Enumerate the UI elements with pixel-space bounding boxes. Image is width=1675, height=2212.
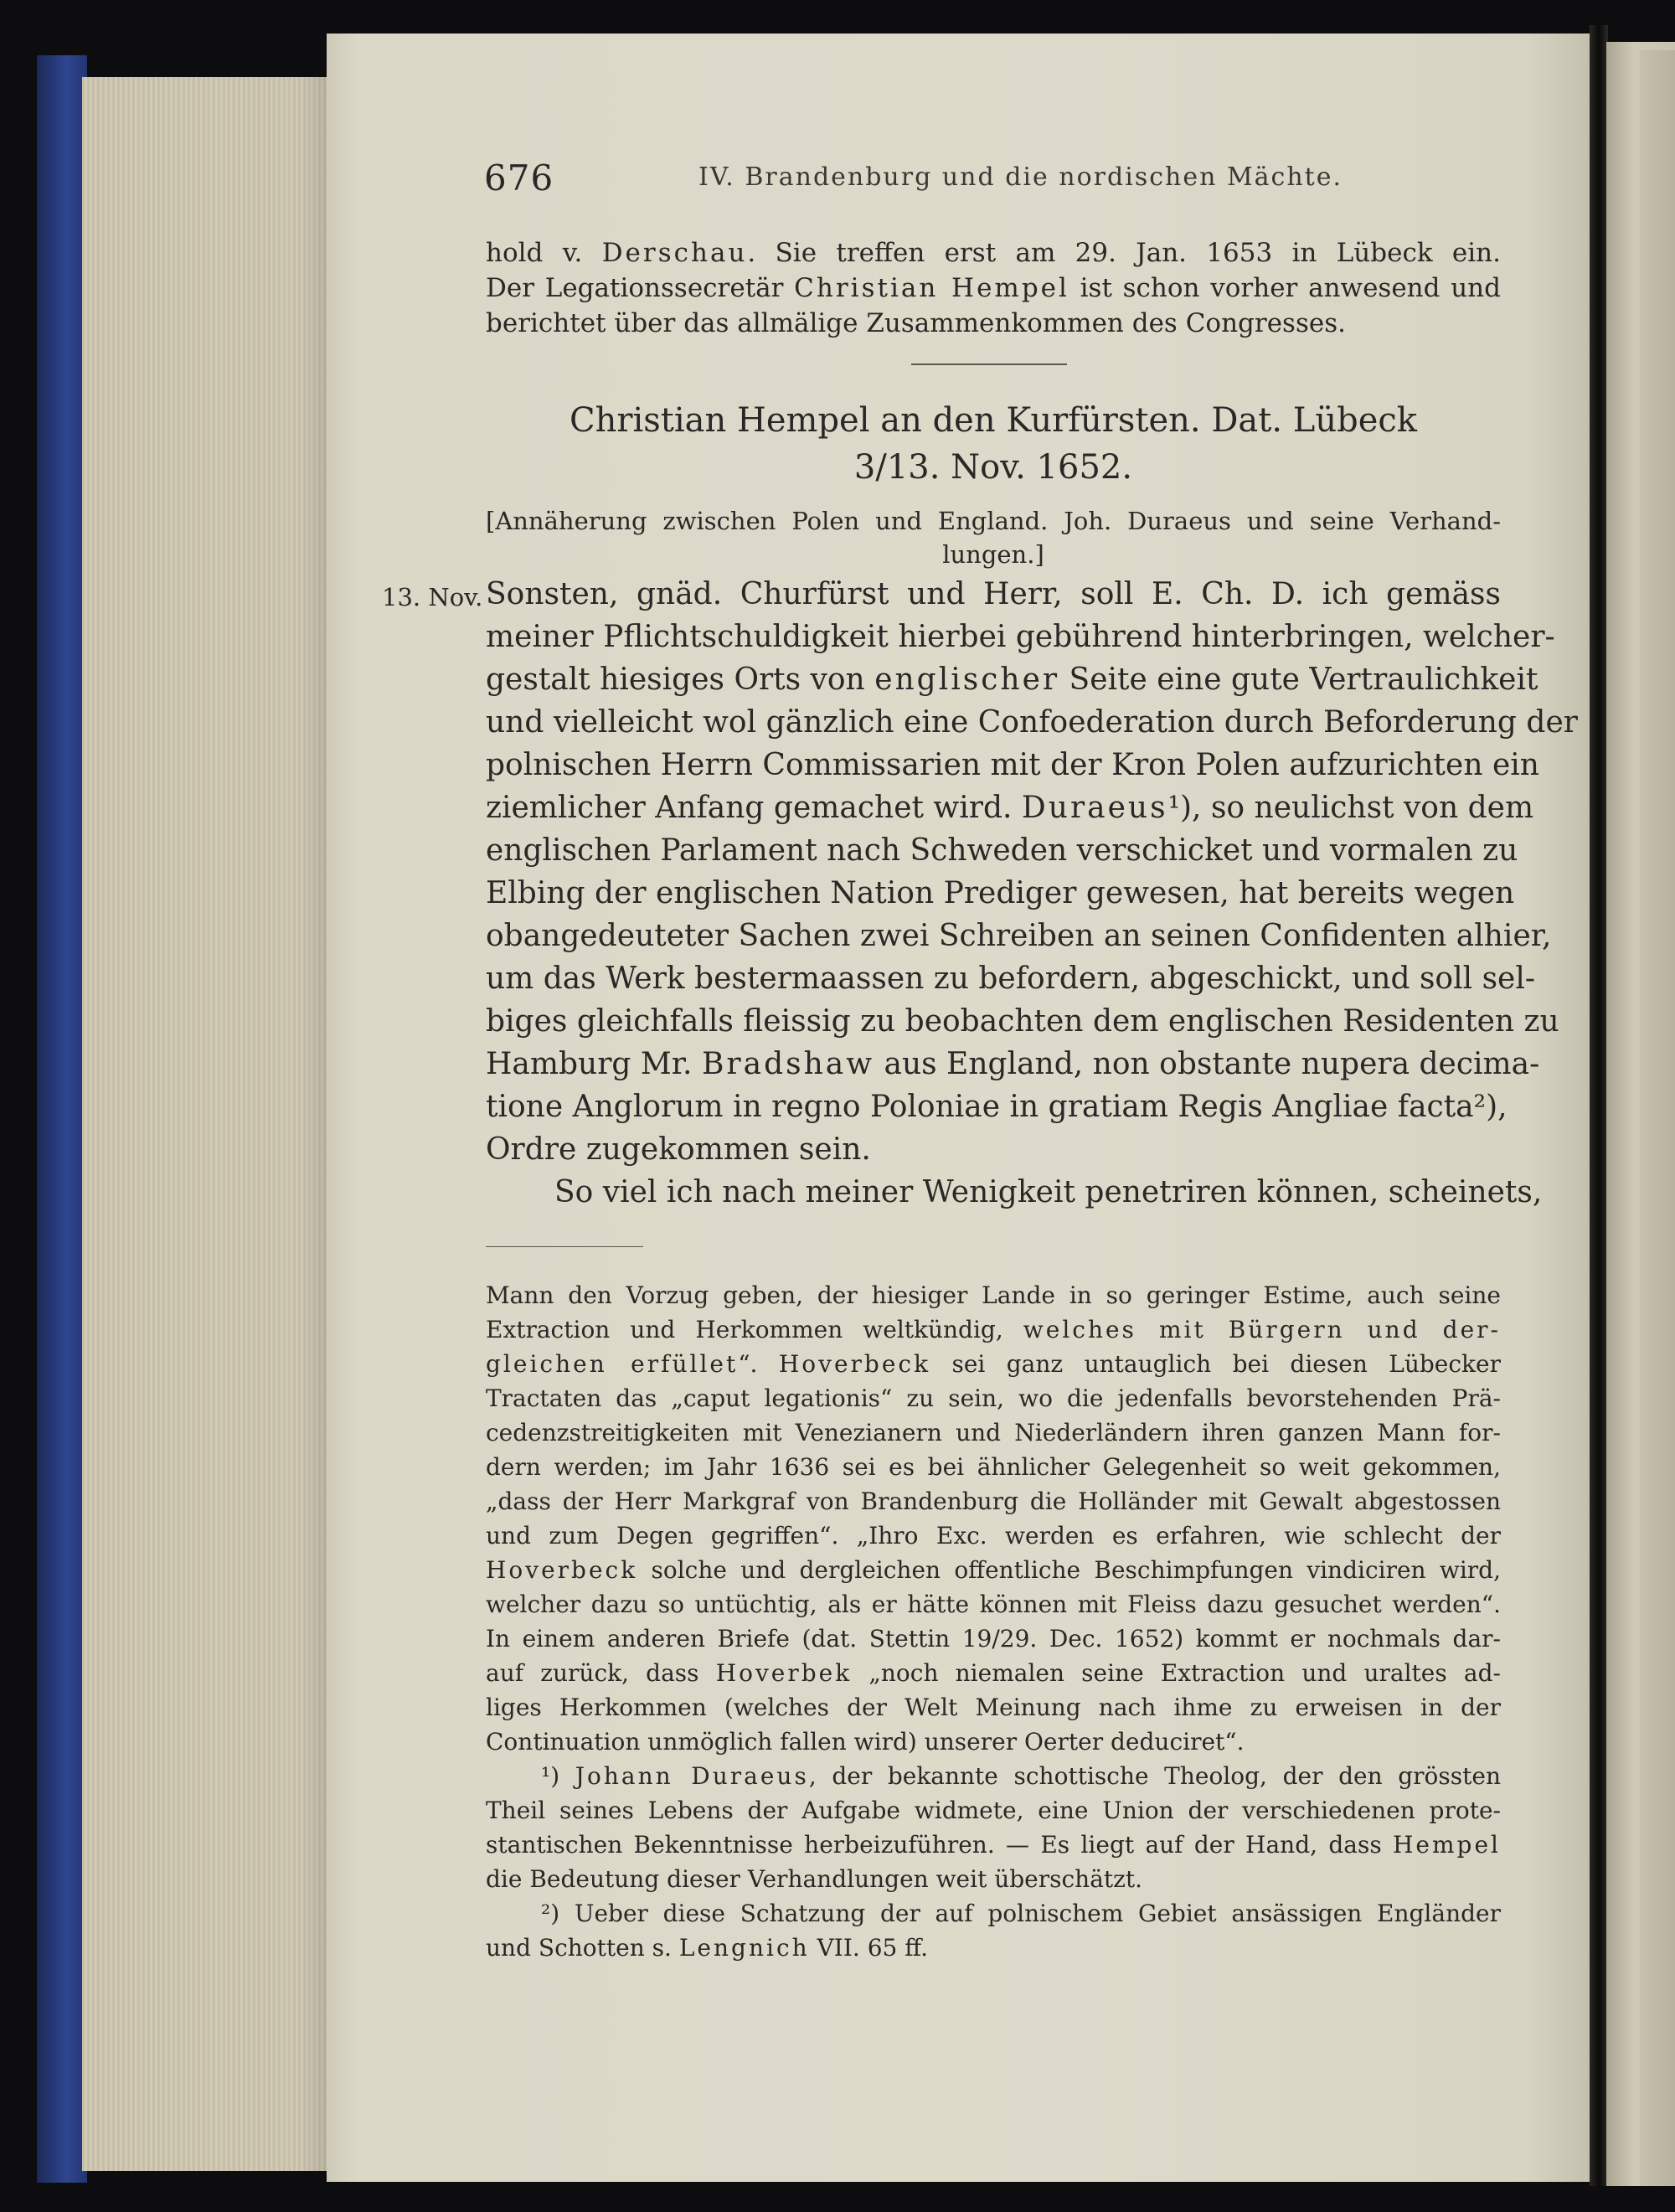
spaced-name: Hoverbeck (486, 1556, 638, 1584)
text-run: cedenzstreitigkeiten mit Venezianern und Niederländern ihren ganzen Mann for- (486, 1419, 1501, 1446)
footnotes-line (486, 1725, 1501, 1759)
intro-line (486, 308, 1501, 343)
body-line (486, 872, 1515, 915)
footnotes-line (486, 1518, 1501, 1553)
spaced-name: Bradshaw (701, 1047, 875, 1081)
footnotes-line (486, 1862, 1501, 1896)
text-run: , der bekannte schottische Theolog, der den grössten (808, 1762, 1501, 1790)
footnotes-line (486, 1347, 1501, 1381)
text-run: In einem anderen Briefe (dat. Stettin 19/29. Dec. 1652) kommt er nochmals dar- (486, 1625, 1501, 1653)
footnotes-line (486, 1553, 1501, 1587)
body-line (486, 786, 1534, 829)
text-run: Seite eine gute Vertraulichkeit (1059, 663, 1538, 697)
footnotes-line (486, 1793, 1501, 1828)
intro-line (486, 238, 1501, 273)
letter-title-line-1: Christian Hempel an den Kurfürsten. Dat. Lübeck (569, 401, 1418, 440)
text-run: die Bedeutung dieser Verhandlungen weit überschätzt. (486, 1865, 1143, 1893)
text-run: Ordre zugekommen sein. (486, 1132, 871, 1167)
spaced-name: Hempel (1393, 1831, 1501, 1859)
text-run: biges gleichfalls fleissig zu beobachten dem englischen Residenten zu (486, 1004, 1559, 1039)
spaced-name: Hoverbeck (778, 1350, 931, 1378)
text-run: . Sie treffen erst am 29. Jan. 1653 in Lübeck ein. (747, 238, 1501, 268)
page-number: 676 (484, 157, 554, 199)
footnotes-line (486, 1656, 1501, 1690)
text-run: meiner Pflichtschuldigkeit hierbei gebührend hinterbringen, welcher- (486, 620, 1555, 654)
footnotes-line (486, 1312, 1501, 1347)
section-rule (911, 364, 1067, 365)
text-run: gestalt hiesiges Orts von (486, 663, 875, 697)
facing-page-margin (1640, 50, 1675, 2186)
footnotes-line (486, 1415, 1501, 1450)
spaced-name: Derschau (601, 238, 748, 268)
text-run: englischen Parlament nach Schweden verschicket und vormalen zu (486, 833, 1518, 868)
spaced-name: Christian Hempel (794, 273, 1069, 303)
text-run: ¹), so neulichst von dem (1167, 791, 1534, 825)
text-run: dern werden; im Jahr 1636 sei es bei ähnlicher Gelegenheit so weit gekommen, (486, 1453, 1501, 1481)
body-line (486, 1043, 1540, 1085)
body-line (486, 616, 1555, 658)
text-run: So viel ich nach meiner Wenigkeit penetriren können, scheinets, (554, 1175, 1543, 1209)
spaced-name: Lengnich (678, 1934, 810, 1962)
margin-date: 13. Nov. (382, 583, 483, 611)
text-run: Elbing der englischen Nation Prediger gewesen, hat bereits wegen (486, 876, 1515, 910)
text-run: stantischen Bekenntnisse herbeizuführen. — Es liegt auf der Hand, dass (486, 1831, 1393, 1859)
text-run: ziemlicher Anfang gemachet wird. (486, 791, 1022, 825)
text-run: „dass der Herr Markgraf von Brandenburg die Holländer mit Gewalt abgestossen (486, 1488, 1501, 1515)
footnotes-line (486, 1896, 1501, 1931)
body-line (486, 829, 1518, 872)
text-run: Hamburg Mr. (486, 1047, 702, 1081)
footnotes-line (486, 1587, 1501, 1622)
summary-line-1: [Annäherung zwischen Polen und England. Joh. Duraeus und seine Verhand- (486, 507, 1501, 535)
text-run: Continuation unmöglich fallen wird) unserer Oerter deduciret“. (486, 1728, 1245, 1756)
footnotes-line (486, 1450, 1501, 1484)
spaced-name: Hoverbek (715, 1659, 853, 1687)
footnotes-line (486, 1622, 1501, 1656)
footnotes-line (486, 1381, 1501, 1415)
text-run: und vielleicht wol gänzlich eine Confoederation durch Beforderung der (486, 705, 1578, 740)
text-run: Theil seines Lebens der Aufgabe widmete, eine Union der verschiedenen prote- (486, 1797, 1501, 1824)
text-run: „noch niemalen seine Extraction und uraltes ad- (852, 1659, 1501, 1687)
text-run: und zum Degen gegriffen“. „Ihro Exc. werden es erfahren, wie schlecht der (486, 1522, 1501, 1549)
text-run: tione Anglorum in regno Poloniae in gratiam Regis Angliae facta²), (486, 1090, 1508, 1124)
text-run: welcher dazu so untüchtig, als er hätte können mit Fleiss dazu gesuchet werden“. (486, 1591, 1501, 1618)
text-run: ¹) (541, 1762, 575, 1790)
spaced-name: Duraeus (1021, 791, 1168, 825)
summary-line-2: lungen.] (942, 540, 1044, 569)
footnote-rule (486, 1246, 643, 1247)
body-line (486, 1085, 1508, 1128)
text-run: hold v. (486, 238, 602, 268)
text-run: und Schotten s. (486, 1934, 679, 1962)
letter-body (486, 573, 1578, 1214)
text-run: VII. 65 ff. (809, 1934, 929, 1962)
text-run: polnischen Herrn Commissarien mit der Kron Polen aufzurichten ein (486, 748, 1539, 782)
letter-title-line-2: 3/13. Nov. 1652. (853, 448, 1133, 487)
text-run: Sonsten, gnäd. Churfürst und Herr, soll E. Ch. D. ich gemäss (486, 577, 1501, 611)
text-run: Extraction und Herkommen weltkündig, (486, 1316, 1023, 1343)
text-run: “. (738, 1350, 779, 1378)
text-run: liges Herkommen (welches der Welt Meinung nach ihme zu erweisen in der (486, 1694, 1501, 1721)
text-run: aus England, non obstante nupera decima- (874, 1047, 1540, 1081)
footnotes-line (486, 1828, 1501, 1862)
text-run: Der Legationssecretär (486, 273, 795, 303)
text-run: Mann den Vorzug geben, der hiesiger Lande in so geringer Estime, auch seine (486, 1281, 1501, 1309)
footnotes-line (486, 1690, 1501, 1725)
text-run: berichtet über das allmälige Zusammenkommen des Congresses. (486, 308, 1346, 338)
page-edges (82, 77, 335, 2171)
book-cover-left (37, 55, 87, 2183)
body-line (486, 744, 1539, 786)
footnotes-line (486, 1759, 1501, 1793)
footnotes (486, 1278, 1501, 1965)
body-line (486, 573, 1501, 616)
spaced-name: englischer (874, 663, 1060, 697)
body-line (486, 915, 1552, 957)
intro-line (486, 273, 1501, 308)
footnotes-line (486, 1484, 1501, 1518)
text-run: ist schon vorher anwesend und (1069, 273, 1501, 303)
letter-title (486, 397, 1501, 491)
body-line (486, 1128, 1501, 1171)
body-line (486, 1171, 1543, 1214)
text-run: sei ganz untauglich bei diesen Lübecker (930, 1350, 1501, 1378)
spaced-name: Johann Duraeus (575, 1762, 809, 1790)
body-line (486, 701, 1578, 744)
book-gutter (1590, 25, 1608, 2186)
spaced-name: welches mit Bürgern und der- (1023, 1316, 1501, 1343)
footnotes-line (486, 1931, 1501, 1965)
text-run: um das Werk bestermaassen zu befordern, abgeschickt, und soll sel- (486, 962, 1536, 996)
intro-paragraph (486, 238, 1501, 343)
body-line (486, 1000, 1559, 1043)
text-run: ²) Ueber diese Schatzung der auf polnischem Gebiet ansässigen Engländer (541, 1900, 1501, 1927)
text-run: obangedeuteter Sachen zwei Schreiben an seinen Confidenten alhier, (486, 919, 1552, 953)
text-run: solche und dergleichen offentliche Beschimpfungen vindiciren wird, (637, 1556, 1501, 1584)
text-run: Tractaten das „caput legationis“ zu sein, wo die jedenfalls bevorstehenden Prä- (486, 1384, 1501, 1412)
body-line (486, 957, 1536, 1000)
running-title: IV. Brandenburg und die nordischen Mächte. (698, 162, 1343, 192)
body-line (486, 658, 1538, 701)
text-run: auf zurück, dass (486, 1659, 716, 1687)
footnotes-line (486, 1278, 1501, 1312)
spaced-name: gleichen erfüllet (486, 1350, 739, 1378)
letter-summary (486, 504, 1501, 571)
